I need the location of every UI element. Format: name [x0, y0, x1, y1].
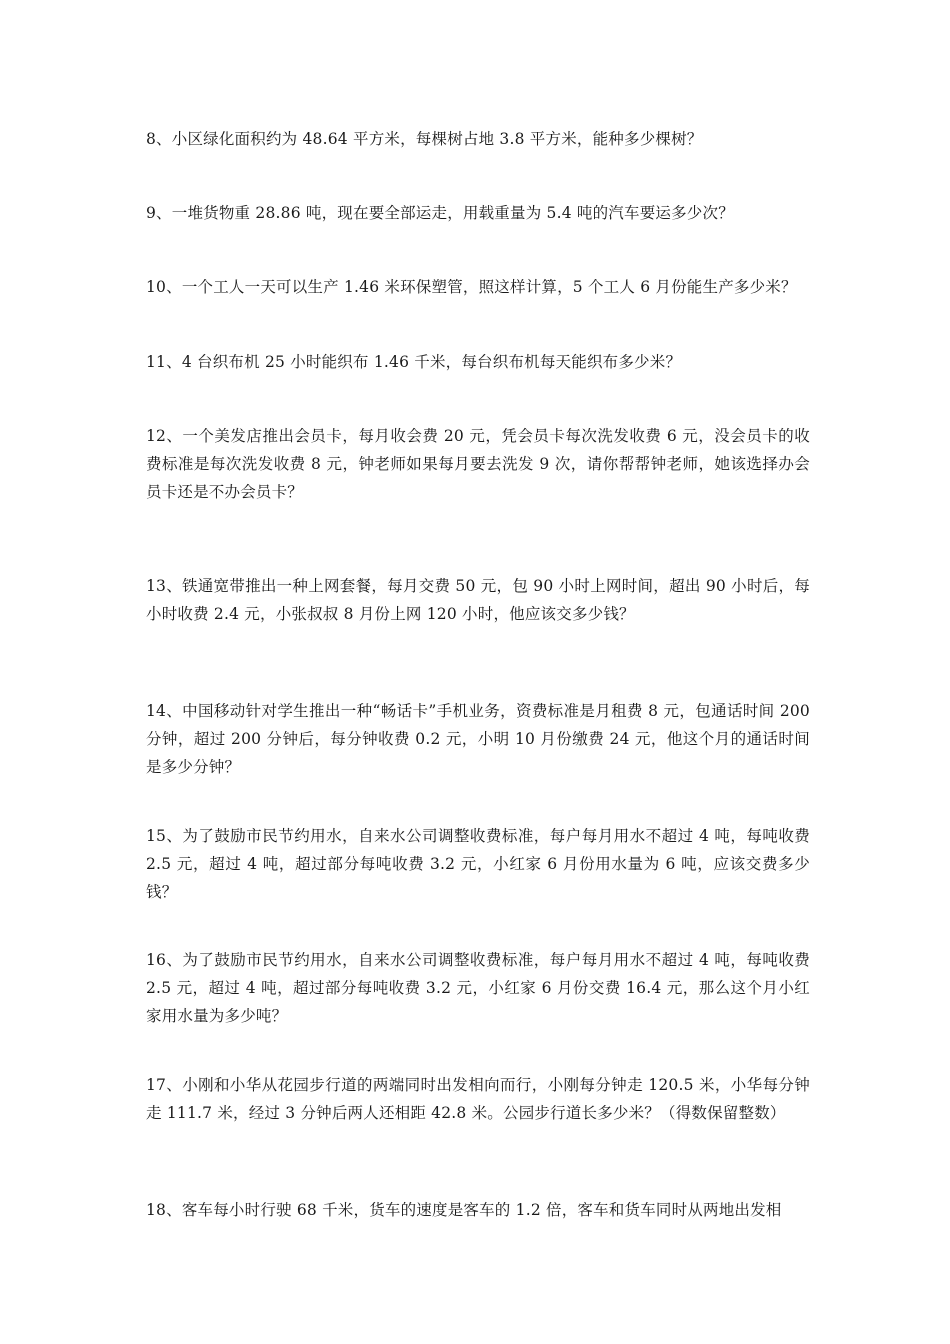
problem-9: 9、一堆货物重 28.86 吨，现在要全部运走，用载重量为 5.4 吨的汽车要运多少次？ [146, 204, 734, 222]
problem-10: 10、一个工人一天可以生产 1.46 米环保塑管，照这样计算，5 个工人 6 月份能生产多少米？ [146, 278, 797, 296]
problem-11: 11、4 台织布机 25 小时能织布 1.46 千米，每台织布机每天能织布多少米？ [146, 353, 682, 371]
problem-14: 14、中国移动针对学生推出一种“畅话卡”手机业务，资费标准是月租费 8 元，包通话时间 200 分钟，超过 200 分钟后，每分钟收费 0.2 元，小明 10 月份缴费 24 元，他这个月的通话时间是多少分钟？ [146, 702, 810, 776]
problem-12: 12、一个美发店推出会员卡，每月收会费 20 元，凭会员卡每次洗发收费 6 元，没会员卡的收费标准是每次洗发收费 8 元，钟老师如果每月要去洗发 9 次，请你帮帮钟老师，她该选择办会员卡还是不办会员卡？ [146, 427, 810, 501]
problem-16: 16、为了鼓励市民节约用水，自来水公司调整收费标准，每户每月用水不超过 4 吨，每吨收费 2.5 元，超过 4 吨，超过部分每吨收费 3.2 元，小红家 6 月份交费 16.4 元，那么这个月小红家用水量为多少吨？ [146, 951, 810, 1025]
problem-15: 15、为了鼓励市民节约用水，自来水公司调整收费标准，每户每月用水不超过 4 吨，每吨收费 2.5 元，超过 4 吨，超过部分每吨收费 3.2 元，小红家 6 月份用水量为 6 吨，应该交费多少钱？ [146, 827, 810, 901]
problem-17: 17、小刚和小华从花园步行道的两端同时出发相向而行，小刚每分钟走 120.5 米，小华每分钟走 111.7 米，经过 3 分钟后两人还相距 42.8 米。公园步行道长多少米？（得数保留整数） [146, 1076, 810, 1122]
problem-13: 13、铁通宽带推出一种上网套餐，每月交费 50 元，包 90 小时上网时间，超出 90 小时后，每小时收费 2.4 元，小张叔叔 8 月份上网 120 小时，他应该交多少钱？ [146, 577, 810, 623]
problem-8: 8、小区绿化面积约为 48.64 平方米，每棵树占地 3.8 平方米，能种多少棵树？ [146, 130, 703, 148]
problem-18: 18、客车每小时行驶 68 千米，货车的速度是客车的 1.2 倍，客车和货车同时从两地出发相 [146, 1201, 782, 1219]
